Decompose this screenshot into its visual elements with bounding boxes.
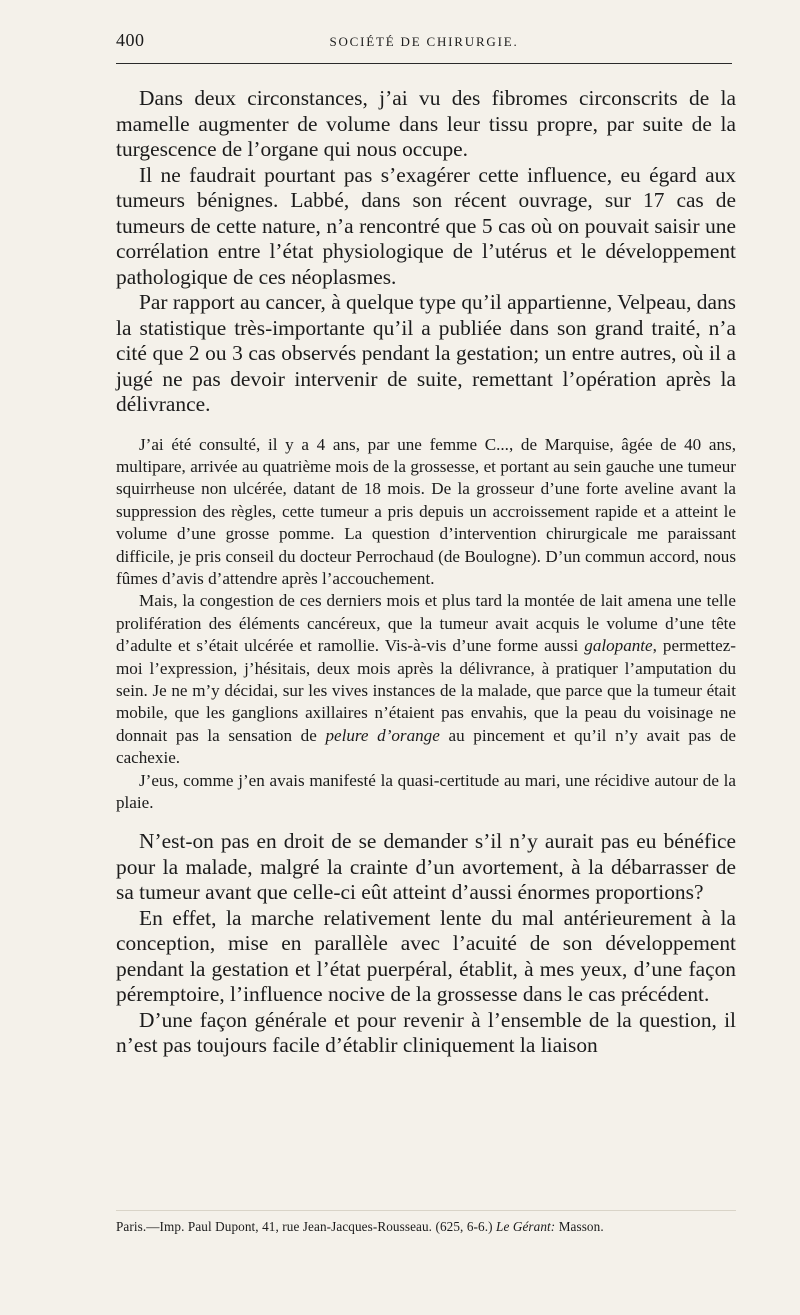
observation-recidive: J’eus, comme j’en avais manifesté la quasi-certitude au mari, une récidive autour de la plaie.	[116, 770, 736, 812]
printer-footer	[116, 1219, 736, 1235]
observation-evolution-text-3: au pincement et qu’il n’y avait pas de cachexie.	[116, 725, 736, 768]
main-text	[116, 86, 736, 1059]
running-head: SOCIÉTÉ DE CHIRURGIE.	[329, 34, 519, 49]
gerant-label: Le Gérant:	[496, 1219, 556, 1234]
observation-evolution	[116, 590, 736, 769]
paragraph-cancer-velpeau: Par rapport au cancer, à quelque type qu’il appartienne, Velpeau, dans la statistique très-importante qu’il a publiée dans son grand traité, n’a cité que 2 ou 3 cas observés pendant la gestation; un entre autres, où il a jugé ne pas devoir intervenir de suite, remettant l’opération après la délivrance.	[116, 290, 736, 416]
paragraph-fibromes: Dans deux circonstances, j’ai vu des fibromes circonscrits de la mamelle augmenter de volume dans leur tissu propre, par suite de la turgescence de l’organe qui nous occupe.	[116, 86, 736, 161]
paragraph-en-effet: En effet, la marche relativement lente du mal antérieurement à la conception, mise en parallèle avec l’acuité de son développement pendant la gestation et l’état puerpéral, établit, à mes yeux, d’une façon péremptoire, l’influence nocive de la grossesse dans le cas précédent.	[116, 905, 736, 1007]
paragraph-conclusion-start: D’une façon générale et pour revenir à l’ensemble de la question, il n’est pas toujours facile d’établir cliniquement la liaison	[116, 1007, 736, 1058]
observation-evolution-text-1: Mais, la congestion de ces derniers mois et plus tard la montée de lait amena une telle prolifération des éléments cancéreux, que la tumeur avait acquis le volume d’une tête d’adulte et s’était ulcérée et ramollie. Vis-à-vis d’une forme aussi	[116, 591, 736, 656]
printer-line: Paris.—Imp. Paul Dupont, 41, rue Jean-Jacques-Rousseau. (625, 6-6.)	[116, 1219, 493, 1234]
page-number: 400	[116, 30, 145, 50]
page-header	[116, 30, 732, 54]
observation-case: J’ai été consulté, il y a 4 ans, par une femme C..., de Marquise, âgée de 40 ans, multipare, arrivée au quatrième mois de la grossesse, et portant au sein gauche une tumeur squirrheuse non ulcérée, datant de 18 mois. De la grosseur d’une forte aveline avant la suppression des règles, cette tumeur a pris depuis un accroissement rapide et a atteint le volume d’une grosse pomme. La question d’intervention chirurgicale me paraissant difficile, je pris conseil du docteur Perrochaud (de Boulogne). D’un commun accord, nous fûmes d’avis d’attendre après l’accouchement.	[116, 434, 736, 588]
paragraph-benefice: N’est-on pas en droit de se demander s’il n’y aurait pas eu bénéfice pour la malade, malgré la crainte d’un avortement, à la débarrasser de sa tumeur avant que celle-ci eût atteint d’aussi énormes proportions?	[116, 829, 736, 905]
header-rule	[116, 63, 732, 64]
gerant-name: Masson.	[558, 1219, 604, 1234]
paragraph-tumeurs-benignes: Il ne faudrait pourtant pas s’exagérer cette influence, eu égard aux tumeurs bénignes. Labbé, dans son récent ouvrage, sur 17 cas de tumeurs de cette nature, n’a rencontré que 5 cas où on pouvait saisir une corrélation entre l’état physiologique de l’utérus et le développement pathologique de ces néoplasmes.	[116, 162, 736, 289]
footer-rule	[116, 1210, 736, 1211]
observation-evolution-text-2: , permettez-moi l’expression, j’hésitais, deux mois après la délivrance, à pratiquer l’amputation du sein. Je ne m’y décidai, sur les vives instances de la malade, que parce que la tumeur était mobile, que les ganglions axillaires n’étaient pas envahis, que la peau du voisinage ne donnait pas la sensation de	[116, 636, 737, 745]
italic-pelure-orange: pelure d’orange	[325, 725, 440, 745]
italic-galopante: galopante	[584, 636, 653, 656]
